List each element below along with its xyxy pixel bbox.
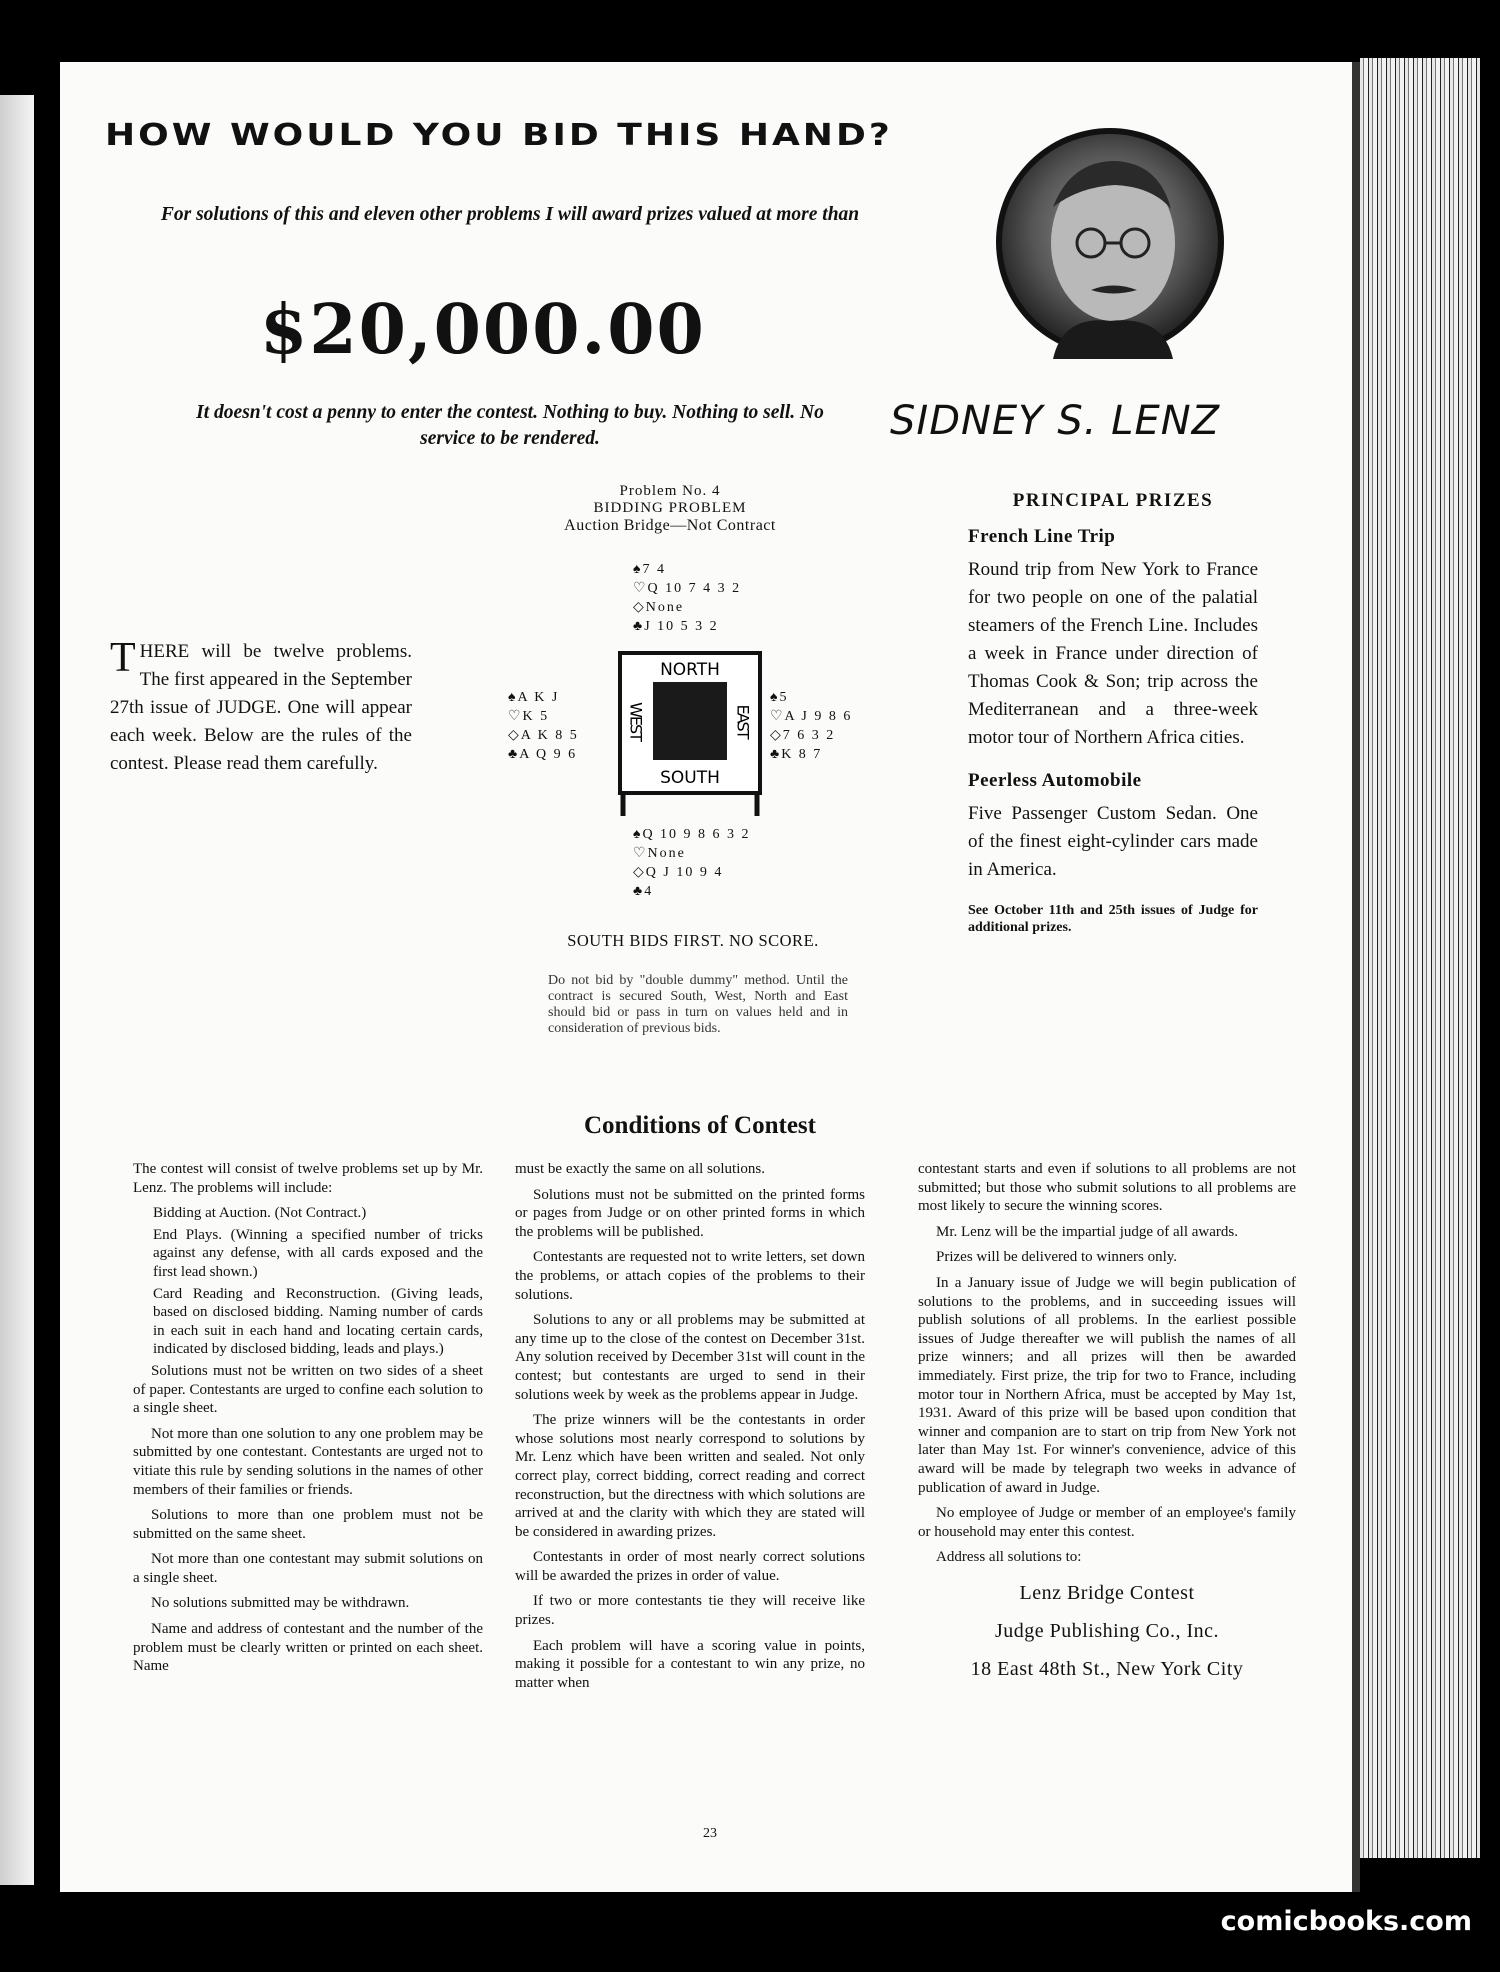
prize-description: Round trip from New York to France for two people on one of the palatial steamers of the French Line. Includes a week in France under direction of Thomas Cook & Son; trip across the Mediterranean and a three-week motor tour of Northern Africa cities. (968, 559, 1258, 748)
drop-cap: T (110, 635, 136, 681)
condition-paragraph: Not more than one solution to any one problem may be submitted by one contestant. Contestants are urged not to vitiate this rule by sending solutions in the names of other members of their families or friends. (133, 1425, 483, 1498)
bridge-table-diagram (615, 648, 765, 818)
condition-paragraph: contestant starts and even if solutions to all problems are not submitted; but those who submit solutions to all problems are most likely to secure the winning scores. (918, 1161, 1296, 1215)
table-label-south: SOUTH (660, 768, 720, 788)
problem-header (530, 483, 810, 534)
condition-paragraph: Contestants in order of most nearly correct solutions will be awarded the prizes in order of value. (515, 1549, 865, 1584)
bidding-instructions: Do not bid by "double dummy" method. Until the contract is secured South, West, North and East should bid or pass in turn on values held and in consideration of previous bids. (548, 973, 848, 1036)
hand-east (770, 688, 852, 764)
south-diamonds: ◇Q J 10 9 4 (633, 865, 724, 880)
page-number: 23 (703, 1826, 717, 1841)
north-spades: ♠7 4 (633, 562, 666, 577)
conditions-column-2 (515, 1160, 865, 1699)
hand-south (633, 825, 751, 901)
mailing-address (918, 1574, 1296, 1688)
entry-notice: It doesn't cost a penny to enter the contest. Nothing to buy. Nothing to sell. No service to be rendered. (196, 402, 824, 449)
headline: HOW WOULD YOU BID THIS HAND? (105, 118, 893, 153)
address-line: Lenz Bridge Contest (1019, 1581, 1195, 1604)
condition-paragraph: Solutions must not be submitted on the printed forms or pages from Judge or on other printed forms in which the problems will be published. (515, 1186, 865, 1240)
east-diamonds: ◇7 6 3 2 (770, 728, 836, 743)
south-clubs: ♣4 (633, 884, 654, 899)
lead-paragraph (110, 635, 412, 778)
prize-amount: $20,000.00 (260, 290, 706, 370)
condition-paragraph: Prizes will be delivered to winners only. (936, 1249, 1178, 1266)
conditions-column-3 (918, 1160, 1296, 1688)
condition-paragraph: In a January issue of Judge we will begin publication of solutions to the problems, and in succeeding issues will publish solutions of all problems. In the earliest possible issues of Judge thereafter we will publish the names of all prize winners; and all prizes will then be awarded immediately. First prize, the trip for two to France, including motor tour in Northern Africa, must be accepted by May 1st, 1931. Award of this prize will be based upon condition that winner and companion are to start on trip from New York not later than May 1st. For winner's convenience, advice of this award will be made by telegraph two weeks in advance of publication of award in Judge. (918, 1274, 1296, 1496)
south-hearts: ♡None (633, 846, 686, 861)
west-clubs: ♣A Q 9 6 (508, 747, 578, 762)
scan-left-page-edge (0, 95, 37, 1885)
condition-paragraph: The prize winners will be the contestants in order whose solutions most nearly correspond to solutions by Mr. Lenz which have been written and sealed. Not only correct play, correct bidding, correct reading and correct reconstruction, but the directness with which solutions are arrived at and the clarity with which they are stated will be considered in awarding prizes. (515, 1412, 865, 1540)
west-diamonds: ◇A K 8 5 (508, 728, 579, 743)
north-diamonds: ◇None (633, 600, 685, 615)
conditions-title: Conditions of Contest (584, 1112, 816, 1139)
address-line: Judge Publishing Co., Inc. (994, 1619, 1220, 1642)
south-bids-first: SOUTH BIDS FIRST. NO SCORE. (567, 931, 819, 950)
condition-paragraph: Contestants are requested not to write letters, set down the problems, or attach copies of the problems to their solutions. (515, 1249, 865, 1303)
hand-north (633, 560, 741, 636)
conditions-column-1 (133, 1160, 483, 1683)
condition-paragraph: If two or more contestants tie they will receive like prizes. (515, 1593, 865, 1629)
prizes-heading: PRINCIPAL PRIZES (1012, 490, 1214, 511)
prize-description: Five Passenger Custom Sedan. One of the finest eight-cylinder cars made in America. (968, 803, 1258, 880)
condition-paragraph: Not more than one contestant may submit solutions on a single sheet. (133, 1551, 483, 1586)
condition-paragraph: Mr. Lenz will be the impartial judge of all awards. (936, 1223, 1238, 1240)
west-spades: ♠A K J (508, 690, 560, 705)
north-hearts: ♡Q 10 7 4 3 2 (633, 581, 742, 596)
condition-paragraph: The contest will consist of twelve problems set up by Mr. Lenz. The problems will include: (133, 1161, 483, 1196)
condition-paragraph: No solutions submitted may be withdrawn. (151, 1595, 410, 1612)
condition-paragraph: End Plays. (Winning a specified number of tricks against any defense, with all cards exposed and the first lead shown.) (153, 1226, 483, 1280)
east-hearts: ♡A J 9 8 6 (770, 709, 853, 724)
page-gutter-shadow (1352, 62, 1360, 1892)
condition-paragraph: Address all solutions to: (936, 1549, 1082, 1566)
problem-type: BIDDING PROBLEM (593, 500, 747, 516)
problem-number: Problem No. 4 (619, 483, 721, 499)
portrait-photo (993, 125, 1227, 359)
condition-paragraph: Solutions to more than one problem must not be submitted on the same sheet. (133, 1507, 483, 1542)
hand-west (508, 688, 579, 764)
table-label-east: EAST (733, 704, 753, 738)
page-stack-edge (1360, 58, 1480, 1858)
signature: SIDNEY S. LENZ (890, 398, 1221, 444)
prize-title: French Line Trip (968, 526, 1116, 547)
condition-paragraph: No employee of Judge or member of an employee's family or household may enter this contest. (918, 1505, 1296, 1540)
condition-paragraph: Solutions to any or all problems may be submitted at any time up to the close of the contest on December 31st. Any solution received by December 31st will count in the contest; but contestants are urged to send in their solutions week by week as the problems appear in Judge. (515, 1312, 865, 1403)
watermark: comicbooks.com (1220, 1906, 1472, 1937)
address-line: 18 East 48th St., New York City (970, 1657, 1244, 1680)
prize-title: Peerless Automobile (968, 770, 1142, 791)
intro-text: For solutions of this and eleven other problems I will award prizes valued at more than (160, 204, 860, 225)
condition-paragraph: Solutions must not be written on two sides of a sheet of paper. Contestants are urged to confine each solution to a single sheet. (133, 1362, 483, 1417)
south-spades: ♠Q 10 9 8 6 3 2 (633, 827, 751, 842)
west-hearts: ♡K 5 (508, 709, 550, 724)
north-clubs: ♣J 10 5 3 2 (633, 619, 719, 634)
condition-paragraph: must be exactly the same on all solutions. (515, 1161, 765, 1177)
lead-text: HERE will be twelve problems. The first appeared in the September 27th issue of JUDGE. One will appear each week. Below are the rules of the contest. Please read them carefully. (110, 641, 412, 774)
additional-prizes-note: See October 11th and 25th issues of Judge for additional prizes. (968, 903, 1258, 935)
east-spades: ♠5 (770, 690, 789, 705)
table-label-north: NORTH (660, 660, 720, 680)
condition-paragraph: Card Reading and Reconstruction. (Giving leads, based on disclosed bidding. Naming number of cards in each suit in each hand and locating certain cards, indicated by disclosed bidding, leads and plays.) (153, 1285, 483, 1358)
east-clubs: ♣K 8 7 (770, 747, 823, 762)
condition-paragraph: Name and address of contestant and the number of the problem must be clearly written or printed on each sheet. Name (133, 1621, 483, 1675)
problem-game: Auction Bridge—Not Contract (564, 517, 776, 534)
table-label-west: WEST (626, 702, 646, 740)
principal-prizes (968, 490, 1258, 954)
condition-paragraph: Bidding at Auction. (Not Contract.) (153, 1205, 367, 1222)
condition-paragraph: Each problem will have a scoring value in points, making it possible for a contestant to win any prize, no matter when (515, 1637, 865, 1691)
